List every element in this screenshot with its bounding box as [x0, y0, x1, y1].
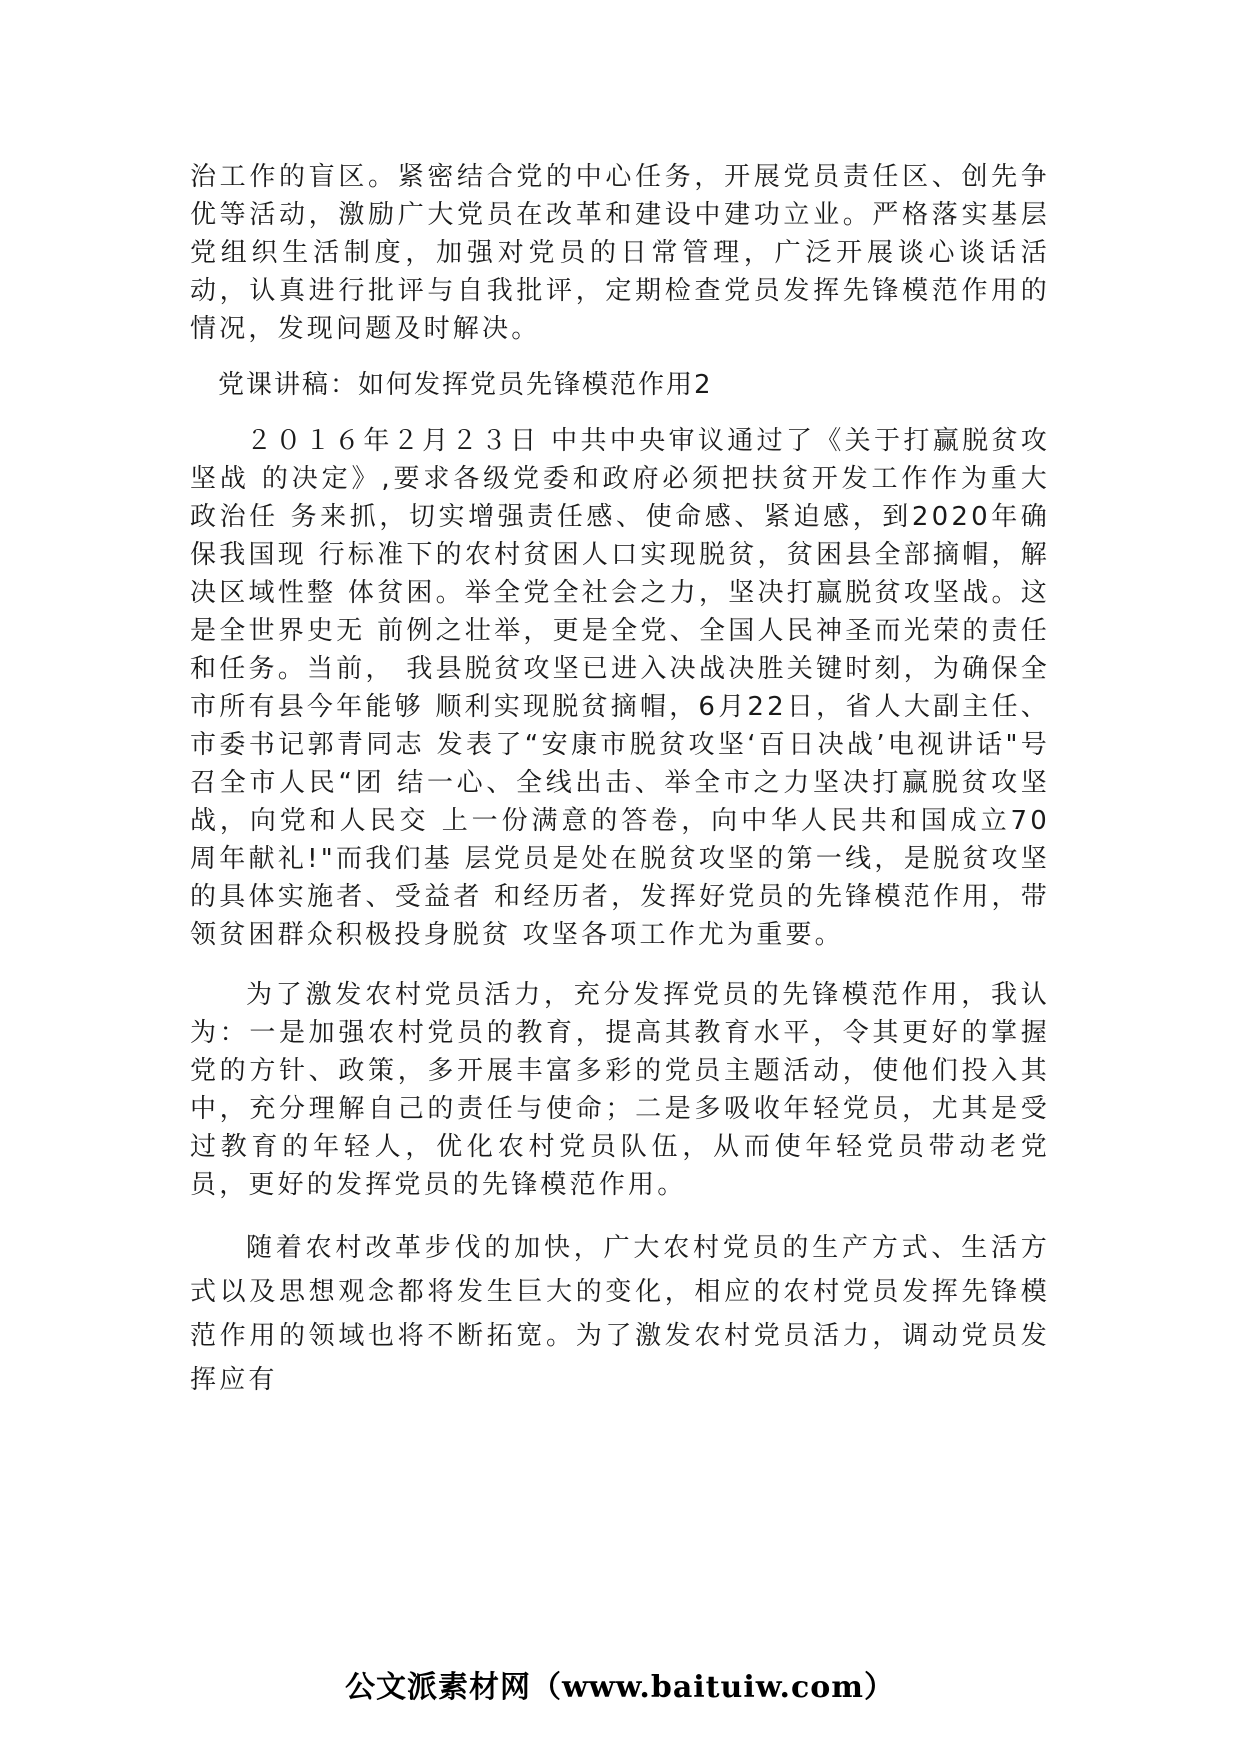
- body-paragraph: 随着农村改革步伐的加快，广大农村党员的生产方式、生活方式以及思想观念都将发生巨大的变化，相应的农村党员发挥先锋模范作用的领域也将不断拓宽。为了激发农村党员活力，调动党员发挥应有: [190, 1233, 1050, 1395]
- body-paragraph: 治工作的盲区。紧密结合党的中心任务，开展党员责任区、创先争优等活动，激励广大党员在改革和建设中建功立业。严格落实基层党组织生活制度，加强对党员的日常管理，广泛开展谈心谈话活动，认真进行批评与自我批评，定期检查党员发挥先锋模范作用的情况，发现问题及时解决。: [190, 162, 1050, 344]
- footer-watermark: 公文派素材网（www.baituiw.com）: [344, 1670, 896, 1705]
- body-paragraph: 为了激发农村党员活力，充分发挥党员的先锋模范作用，我认为：一是加强农村党员的教育，提高其教育水平，令其更好的掌握党的方针、政策，多开展丰富多彩的党员主题活动，使他们投入其中，充分理解自己的责任与使命；二是多吸收年轻党员，尤其是受过教育的年轻人，优化农村党员队伍，从而使年轻党员带动老党员，更好的发挥党员的先锋模范作用。: [190, 980, 1050, 1200]
- document-body: [190, 158, 1050, 1402]
- body-paragraph: ２０１６年２月２３日 中共中央审议通过了《关于打赢脱贫攻坚战 的决定》,要求各级党委和政府必须把扶贫开发工作作为重大政治任 务来抓，切实增强责任感、使命感、紧迫感，到2020年确保我国现 行标准下的农村贫困人口实现脱贫，贫困县全部摘帽，解决区域性整 体贫困。举全党全社会之力，坚决打赢脱贫攻坚战。这是全世界史无 前例之壮举，更是全党、全国人民神圣而光荣的责任和任务。当前， 我县脱贫攻坚已进入决战决胜关键时刻，为确保全市所有县今年能够 顺利实现脱贫摘帽，6月22日，省人大副主任、市委书记郭青同志 发表了“安康市脱贫攻坚‘百日决战’电视讲话"号召全市人民“团 结一心、全线出击、举全市之力坚决打赢脱贫攻坚战，向党和人民交 上一份满意的答卷，向中华人民共和国成立70周年献礼!"而我们基 层党员是处在脱贫攻坚的第一线，是脱贫攻坚的具体实施者、受益者 和经历者，发挥好党员的先锋模范作用，带领贫困群众积极投身脱贫 攻坚各项工作尤为重要。: [190, 426, 1050, 950]
- section-heading: 党课讲稿：如何发挥党员先锋模范作用2: [218, 370, 713, 400]
